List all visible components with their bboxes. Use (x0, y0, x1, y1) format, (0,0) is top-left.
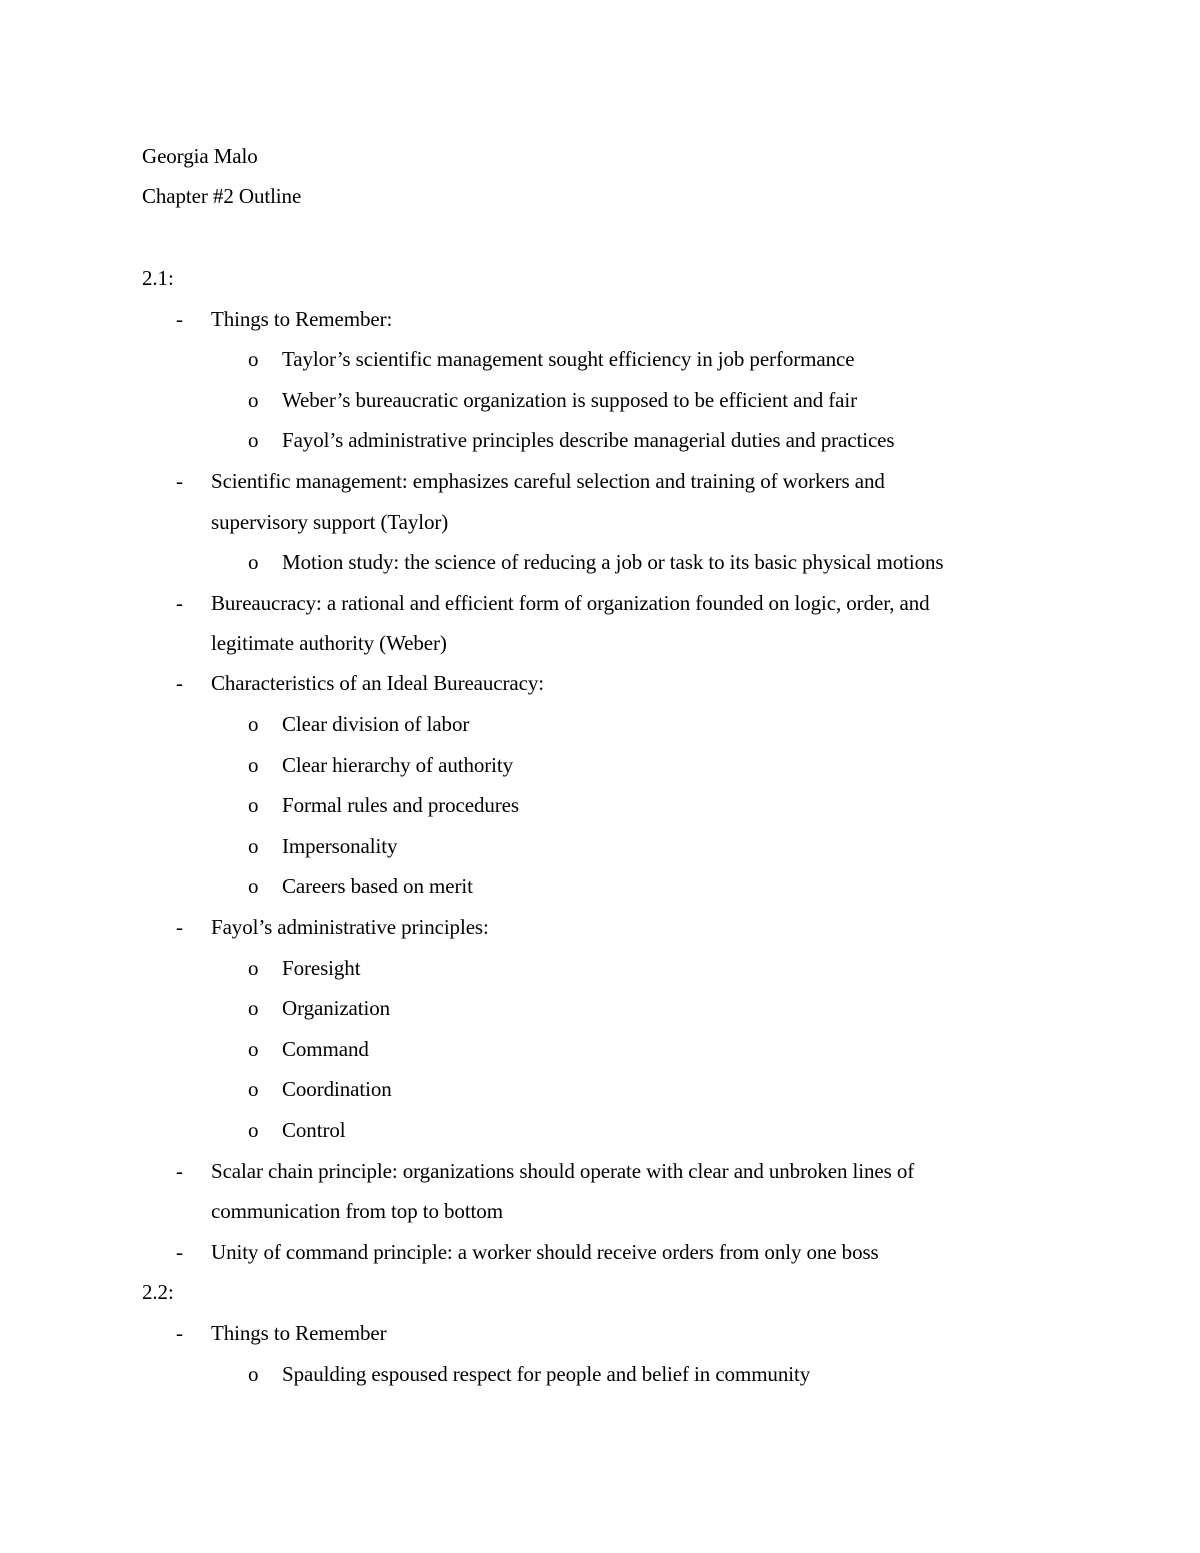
outline-item: Things to Remember (211, 1321, 387, 1345)
document-title: Chapter #2 Outline (142, 184, 302, 208)
outline-item-continuation: legitimate authority (Weber) (211, 631, 447, 655)
circle-bullet: o (248, 550, 259, 574)
circle-bullet: o (248, 347, 259, 371)
section-heading-2-1: 2.1: (142, 266, 174, 290)
dash-bullet: - (176, 1159, 183, 1183)
outline-subitem: Control (282, 1118, 346, 1142)
circle-bullet: o (248, 712, 259, 736)
circle-bullet: o (248, 996, 259, 1020)
dash-bullet: - (176, 1240, 183, 1264)
circle-bullet: o (248, 1118, 259, 1142)
circle-bullet: o (248, 753, 259, 777)
outline-subitem: Taylor’s scientific management sought efficiency in job performance (282, 347, 855, 371)
outline-subitem: Fayol’s administrative principles describe managerial duties and practices (282, 428, 895, 452)
outline-item: Scalar chain principle: organizations should operate with clear and unbroken lines of (211, 1159, 915, 1183)
outline-item: Fayol’s administrative principles: (211, 915, 489, 939)
section-heading-2-2: 2.2: (142, 1280, 174, 1304)
dash-bullet: - (176, 469, 183, 493)
outline-item: Things to Remember: (211, 307, 393, 331)
outline-item-continuation: communication from top to bottom (211, 1199, 503, 1223)
outline-subitem: Careers based on merit (282, 874, 473, 898)
outline-subitem: Motion study: the science of reducing a job or task to its basic physical motions (282, 550, 944, 574)
outline-subitem: Weber’s bureaucratic organization is supposed to be efficient and fair (282, 388, 858, 412)
outline-subitem: Organization (282, 996, 391, 1020)
outline-subitem: Foresight (282, 956, 361, 980)
dash-bullet: - (176, 591, 183, 615)
author-name: Georgia Malo (142, 144, 258, 168)
circle-bullet: o (248, 1362, 259, 1386)
outline-subitem: Impersonality (282, 834, 398, 858)
outline-subitem: Clear division of labor (282, 712, 470, 736)
outline-item: Unity of command principle: a worker should receive orders from only one boss (211, 1240, 879, 1264)
outline-item: Bureaucracy: a rational and efficient form of organization founded on logic, order, and (211, 591, 930, 615)
circle-bullet: o (248, 834, 259, 858)
circle-bullet: o (248, 428, 259, 452)
dash-bullet: - (176, 1321, 183, 1345)
outline-item: Scientific management: emphasizes careful selection and training of workers and (211, 469, 885, 493)
outline-subitem: Clear hierarchy of authority (282, 753, 514, 777)
circle-bullet: o (248, 1077, 259, 1101)
outline-item: Characteristics of an Ideal Bureaucracy: (211, 671, 544, 695)
outline-subitem: Coordination (282, 1077, 392, 1101)
outline-subitem: Command (282, 1037, 369, 1061)
circle-bullet: o (248, 874, 259, 898)
dash-bullet: - (176, 671, 183, 695)
outline-subitem: Formal rules and procedures (282, 793, 519, 817)
dash-bullet: - (176, 307, 183, 331)
circle-bullet: o (248, 1037, 259, 1061)
circle-bullet: o (248, 956, 259, 980)
circle-bullet: o (248, 388, 259, 412)
circle-bullet: o (248, 793, 259, 817)
outline-item-continuation: supervisory support (Taylor) (211, 510, 449, 534)
dash-bullet: - (176, 915, 183, 939)
outline-subitem: Spaulding espoused respect for people and belief in community (282, 1362, 811, 1386)
